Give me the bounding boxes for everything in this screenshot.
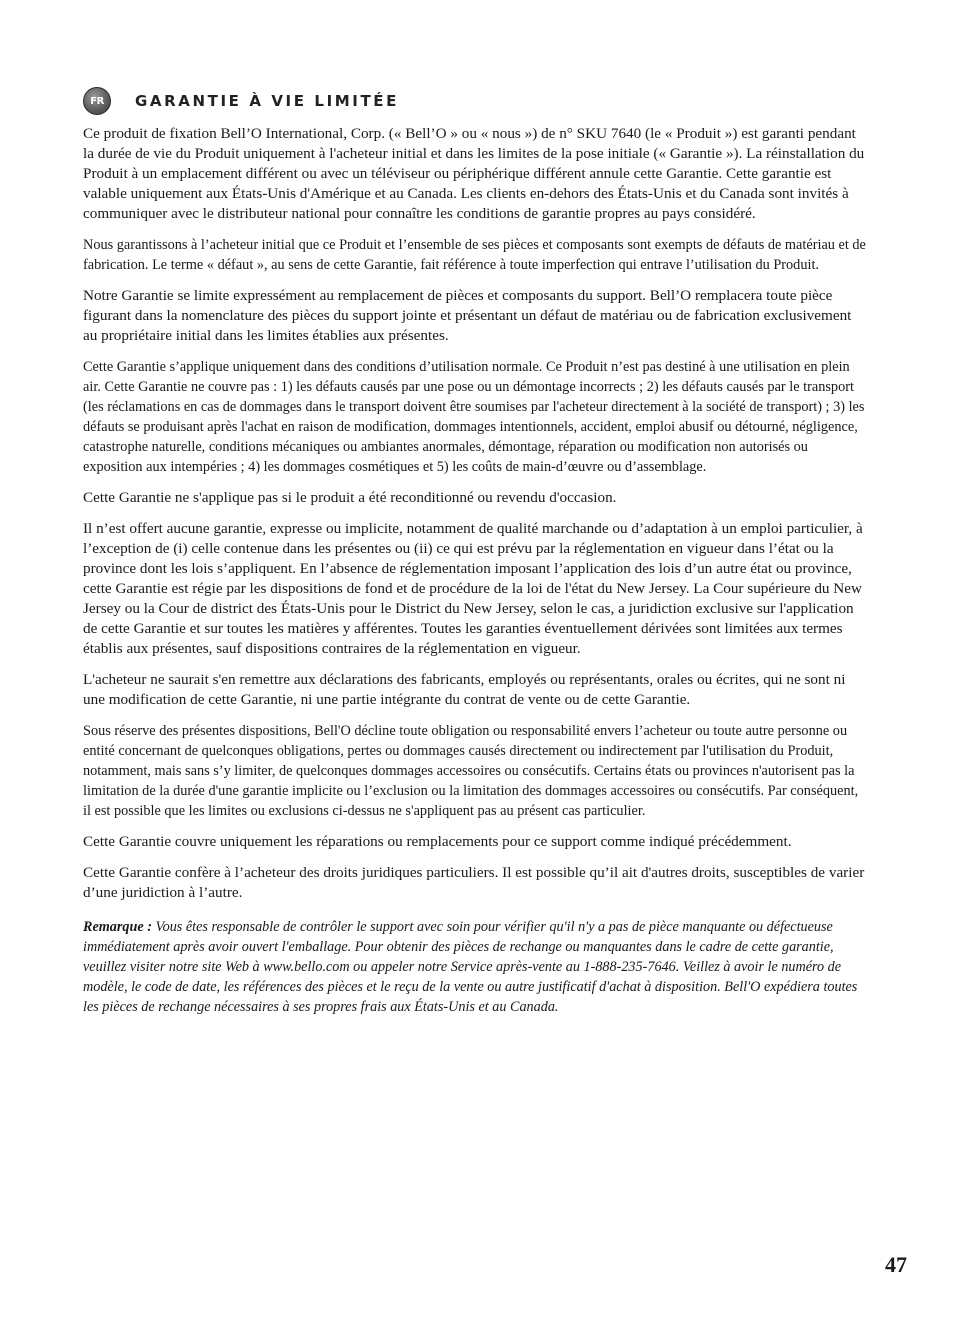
section-heading — [83, 86, 867, 116]
paragraph-exclusions: Cette Garantie s’applique uniquement dans des conditions d’utilisation normale. Ce Produit n’est pas destiné à une utilisation en plein air. Cette Garantie ne couvre pas : 1) les défauts causés par une pose ou un démontage incorrects ; 2) les défauts causés par le transport (les réclamations en cas de dommages dans le transport doivent être soumises par l'acheteur directement à la société de transport) ; 3) les défauts se produisant après l'achat en raison de modification, dommages intentionnels, accident, emploi abusif ou détourné, négligence, catastrophe naturelle, conditions mécaniques ou ambiantes anormales, démontage, réparation ou modification non autorisés ou exposition aux intempéries ; 4) les dommages cosmétiques et 5) les coûts de main-d’œuvre ou d’assemblage. — [83, 359, 865, 475]
note-text: Vous êtes responsable de contrôler le support avec soin pour vérifier qu'il n'y a pas de pièce manquante ou défectueuse immédiatement après avoir ouvert l'emballage. Pour obtenir des pièces de rechange ou manquantes dans le cadre de cette garantie, veuillez visiter notre site Web à www.bello.com ou appeler notre Service après-vente au 1-888-235-7646. Veillez à avoir le numéro de modèle, le code de date, les références des pièces et le reçu de la vente ou autre justificatif d'achat à disposition. Bell'O expédiera toutes les pièces de rechange nécessaires à ses propres frais aux États-Unis et au Canada. — [83, 919, 858, 1015]
paragraph-legal-rights: Cette Garantie confère à l’acheteur des droits juridiques particuliers. Il est possible qu’il ait d'autres droits, susceptibles de varier d’une juridiction à l’autre. — [83, 864, 865, 901]
page-number: 47 — [885, 1252, 907, 1277]
language-badge-icon: FR — [83, 87, 111, 115]
paragraph-implied-warranty: Il n’est offert aucune garantie, expresse ou implicite, notamment de qualité marchande ou d’adaptation à un emploi particulier, à l’exception de (i) celle contenue dans les présentes ou (ii) ce qui est prévu par la réglementation en vigueur dans l’état ou la province dont les lois s’appliquent. En l’absence de réglementation imposant l’application des lois d’un autre état ou province, cette Garantie est régie par les dispositions de fond et de procédure de la loi de l'état du New Jersey. La Cour supérieure du New Jersey ou la Cour de district des États-Unis pour le District du New Jersey, selon le cas, a juridiction exclusive sur l'application de cette Garantie et sur toutes les matières y afférentes. Toutes les garanties éventuellement dérivées sont limitées aux termes établis aux présentes, sauf dispositions contraires de la réglementation en vigueur. — [83, 520, 863, 657]
note-paragraph — [83, 917, 867, 1017]
paragraph-representations: L'acheteur ne saurait s'en remettre aux déclarations des fabricants, employés ou représentants, orales ou écrites, qui ne sont ni une modification de cette Garantie, ni une partie intégrante du contrat de vente ou de cette Garantie. — [83, 671, 846, 708]
paragraph-refurbished: Cette Garantie ne s'applique pas si le produit a été reconditionné ou revendu d'occasion. — [83, 489, 617, 506]
section-title: GARANTIE À VIE LIMITÉE — [135, 92, 399, 110]
paragraph-coverage: Ce produit de fixation Bell’O International, Corp. (« Bell’O » ou « nous ») de n° SKU 7640 (le « Produit ») est garanti pendant la durée de vie du Produit uniquement à l'acheteur initial et dans les limites de la pose initiale (« Garantie »). La réinstallation du Produit à un emplacement différent ou avec un téléviseur ou périphérique différent annule cette Garantie. Cette garantie est valable uniquement aux États-Unis d'Amérique et au Canada. Les clients en-dehors des États-Unis et du Canada sont invités à communiquer avec le distributeur national pour connaître les conditions de garantie propres au pays considéré. — [83, 125, 865, 222]
note-label: Remarque : — [83, 919, 152, 935]
paragraph-repairs: Cette Garantie couvre uniquement les réparations ou remplacements pour ce support comme indiqué précédemment. — [83, 833, 792, 850]
paragraph-replacement: Notre Garantie se limite expressément au remplacement de pièces et composants du support. Bell’O remplacera toute pièce figurant dans la nomenclature des pièces du support jointe et présentant un défaut de matériau ou de fabrication exclusivement au propriétaire initial dans les limites établies aux présentes. — [83, 287, 852, 344]
paragraph-defects: Nous garantissons à l’acheteur initial que ce Produit et l’ensemble de ses pièces et composants sont exempts de défauts de matériau et de fabrication. Le terme « défaut », au sens de cette Garantie, fait référence à toute imperfection qui entrave l’utilisation du Produit. — [83, 237, 866, 273]
warranty-page — [83, 86, 867, 1028]
paragraph-liability: Sous réserve des présentes dispositions, Bell'O décline toute obligation ou responsabilité envers l’acheteur ou toute autre personne ou entité concernant de quelconques obligations, pertes ou dommages causés directement ou indirectement par l'utilisation du Produit, notamment, mais sans s’y limiter, de quelconques dommages accessoires ou consécutifs. Certains états ou provinces n'autorisent pas la limitation de la durée d'une garantie implicite ou l’exclusion ou la limitation des dommages accessoires ou consécutifs. Par conséquent, il est possible que les limites ou exclusions ci-dessus ne s'appliquent pas au présent cas particulier. — [83, 723, 859, 819]
